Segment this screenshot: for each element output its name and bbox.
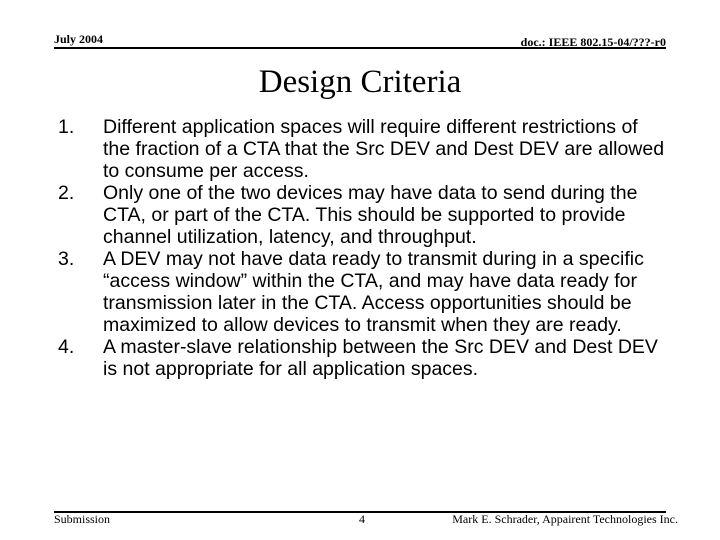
item-text: Different application spaces will require different restrictions of the fraction of a CTA that the Src DEV and Dest DEV are allowed to consume per access. <box>103 116 665 182</box>
page-number: 4 <box>359 512 365 526</box>
criteria-item <box>58 248 668 336</box>
item-text: Only one of the two devices may have data to send during the CTA, or part of the CTA. This should be supported to provide channel utilization, latency, and throughput. <box>103 182 638 248</box>
item-number: 3. <box>58 248 75 270</box>
criteria-item <box>58 116 668 182</box>
item-number: 2. <box>58 182 75 204</box>
criteria-item <box>58 336 668 380</box>
item-text: A master-slave relationship between the Src DEV and Dest DEV is not appropriate for all application spaces. <box>103 336 658 380</box>
item-text: A DEV may not have data ready to transmit during in a specific “access window” within the CTA, and may have data ready for transmission later in the CTA. Access opportunities should be maximized to allow devices to transmit when they are ready. <box>103 248 644 336</box>
footer-submission: Submission <box>54 512 111 526</box>
footer-author: Mark E. Schrader, Appairent Technologies Inc. <box>452 512 678 526</box>
item-number: 4. <box>58 336 75 358</box>
document-id: doc.: IEEE 802.15-04/???-r0 <box>520 35 666 49</box>
slide-title: Design Criteria <box>258 64 462 100</box>
header-date: July 2004 <box>54 32 104 46</box>
criteria-item <box>58 182 668 248</box>
item-number: 1. <box>58 116 75 138</box>
criteria-list <box>58 116 668 380</box>
header-divider <box>54 47 666 49</box>
